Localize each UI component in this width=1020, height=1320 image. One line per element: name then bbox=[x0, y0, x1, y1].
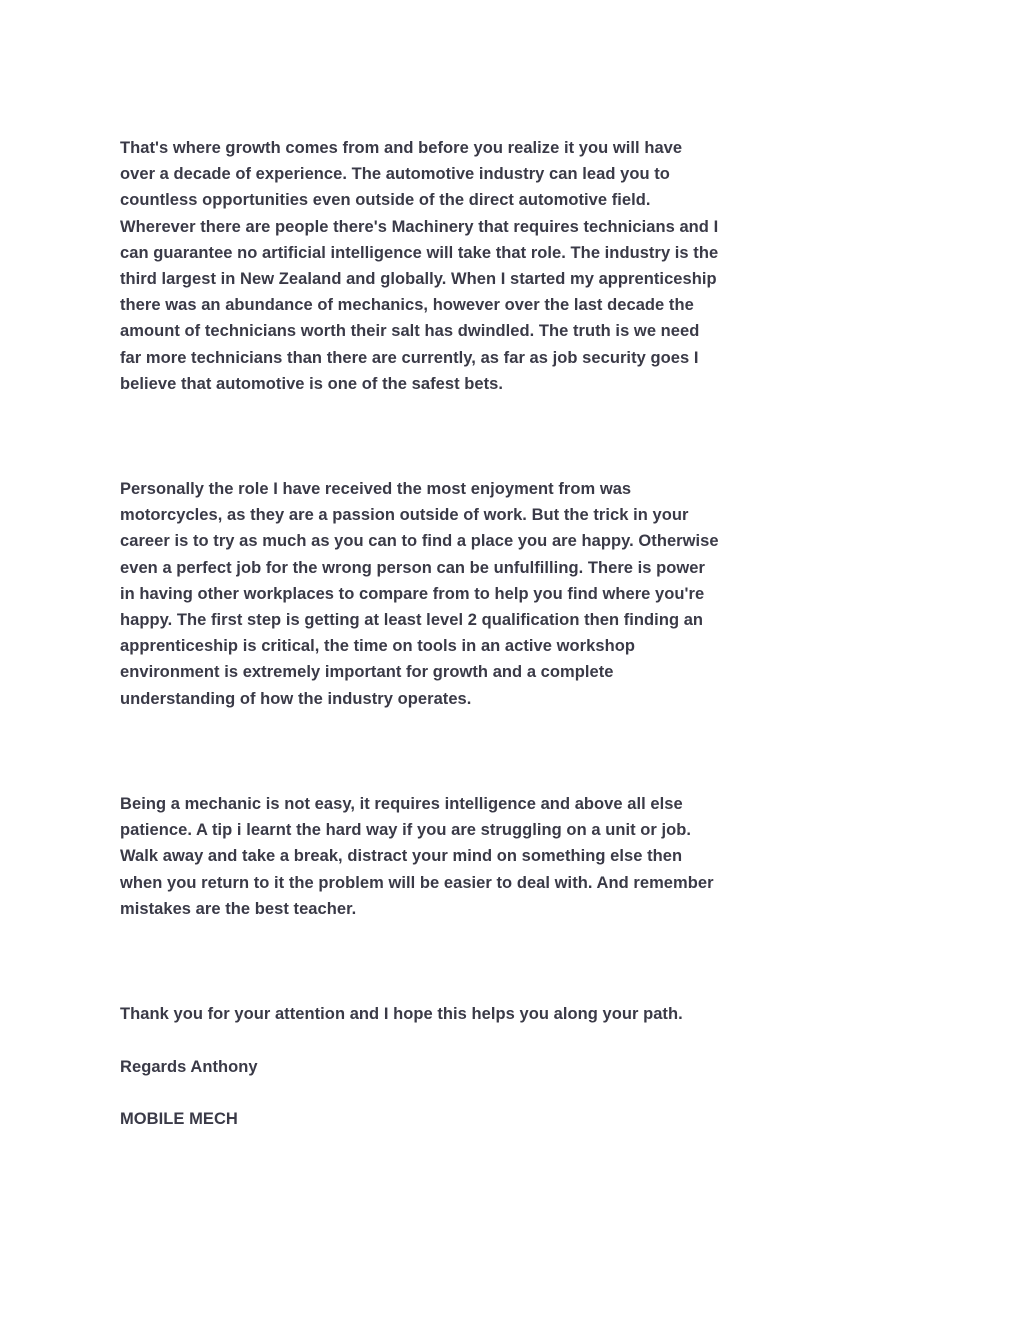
paragraph-line: in having other workplaces to compare from to help you find where you're bbox=[120, 584, 705, 603]
paragraph-line: patience. A tip i learnt the hard way if you are struggling on a unit or job. bbox=[120, 821, 692, 840]
paragraph-line: Personally the role I have received the most enjoyment from was bbox=[120, 480, 632, 498]
paragraph-line: environment is extremely important for growth and a complete bbox=[120, 663, 614, 682]
closing-line bbox=[120, 1001, 760, 1027]
paragraph-growth bbox=[120, 135, 760, 397]
signoff-text: Regards Anthony bbox=[120, 1058, 258, 1076]
paragraph-line: amount of technicians worth their salt has dwindled. The truth is we need bbox=[120, 322, 700, 341]
closing-text: Thank you for your attention and I hope this helps you along your path. bbox=[120, 1005, 683, 1023]
paragraph-line: when you return to it the problem will be easier to deal with. And remember bbox=[120, 873, 714, 892]
paragraph-line: even a perfect job for the wrong person can be unfulfilling. There is power bbox=[120, 558, 705, 577]
paragraph-line: over a decade of experience. The automotive industry can lead you to bbox=[120, 165, 670, 184]
paragraph-line: far more technicians than there are currently, as far as job security goes I bbox=[120, 348, 699, 367]
paragraph-line: apprenticeship is critical, the time on tools in an active workshop bbox=[120, 637, 635, 656]
paragraph-line: Being a mechanic is not easy, it requires intelligence and above all else bbox=[120, 795, 683, 813]
paragraph-advice bbox=[120, 791, 760, 922]
signoff bbox=[120, 1054, 760, 1080]
paragraph-line: believe that automotive is one of the safest bets. bbox=[120, 374, 504, 393]
company-text: MOBILE MECH bbox=[120, 1110, 238, 1128]
paragraph-line: That's where growth comes from and before you realize it you will have bbox=[120, 139, 683, 157]
paragraph-line: motorcycles, as they are a passion outside of work. But the trick in your bbox=[120, 506, 689, 525]
paragraph-line: Wherever there are people there's Machinery that requires technicians and I bbox=[120, 217, 719, 236]
paragraph-line: countless opportunities even outside of the direct automotive field. bbox=[120, 191, 651, 210]
paragraph-enjoyment bbox=[120, 476, 760, 712]
paragraph-line: mistakes are the best teacher. bbox=[120, 899, 357, 918]
paragraph-line: Walk away and take a break, distract your mind on something else then bbox=[120, 847, 683, 866]
paragraph-line: third largest in New Zealand and globally. When I started my apprenticeship bbox=[120, 270, 717, 289]
paragraph-line: there was an abundance of mechanics, however over the last decade the bbox=[120, 296, 694, 315]
paragraph-line: happy. The first step is getting at least level 2 qualification then finding an bbox=[120, 611, 704, 630]
paragraph-line: can guarantee no artificial intelligence will take that role. The industry is the bbox=[120, 243, 719, 262]
paragraph-line: understanding of how the industry operates. bbox=[120, 689, 472, 708]
paragraph-line: career is to try as much as you can to find a place you are happy. Otherwise bbox=[120, 532, 719, 551]
company-name bbox=[120, 1106, 760, 1132]
